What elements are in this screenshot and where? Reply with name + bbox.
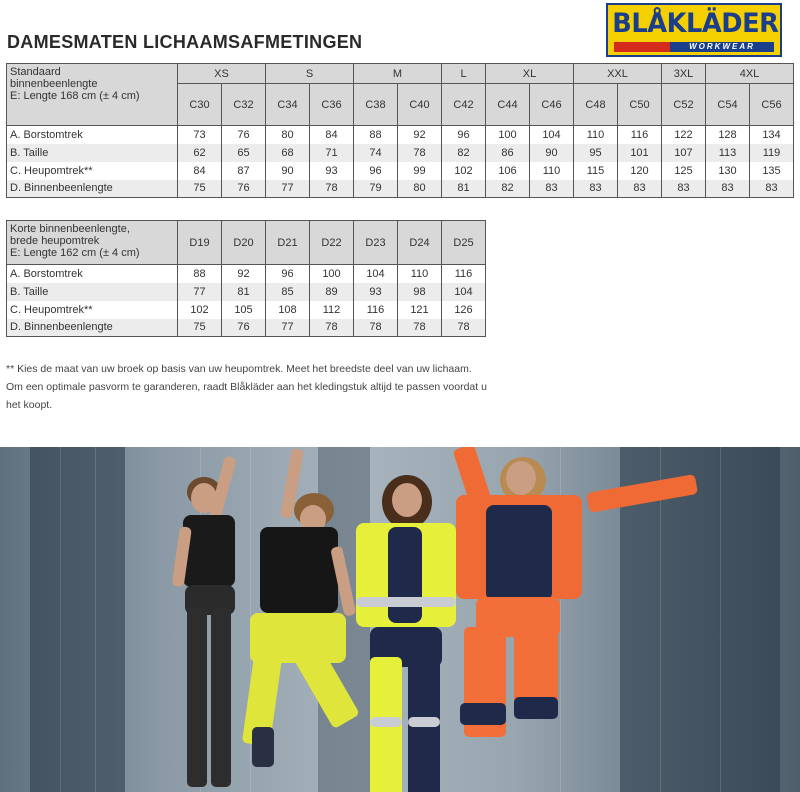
- row-label: B. Taille: [7, 144, 178, 162]
- size-group-header: 4XL: [706, 64, 794, 84]
- measurement-cell: 115: [574, 162, 618, 180]
- row-label: C. Heupomtrek**: [7, 162, 178, 180]
- header-label-line: binnenbeenlengte: [10, 78, 98, 90]
- measurement-cell: 104: [442, 283, 486, 301]
- measurement-cell: 88: [178, 265, 222, 283]
- size-code-header: C40: [398, 84, 442, 126]
- size-group-header: 3XL: [662, 64, 706, 84]
- measurement-cell: 116: [618, 126, 662, 144]
- measurement-cell: 112: [310, 301, 354, 319]
- measurement-cell: 105: [222, 301, 266, 319]
- size-group-header: XXL: [574, 64, 662, 84]
- measurement-cell: 80: [266, 126, 310, 144]
- measurement-cell: 78: [310, 319, 354, 337]
- measurement-cell: 126: [442, 301, 486, 319]
- measurement-cell: 83: [662, 180, 706, 198]
- size-code-header: D23: [354, 221, 398, 265]
- size-code-header: C54: [706, 84, 750, 126]
- table-header-label: [7, 221, 178, 265]
- size-code-header: D19: [178, 221, 222, 265]
- measurement-cell: 113: [706, 144, 750, 162]
- table-row: [7, 144, 794, 162]
- row-label: D. Binnenbeenlengte: [7, 180, 178, 198]
- measurement-cell: 78: [398, 319, 442, 337]
- table-row: [7, 301, 486, 319]
- size-code-header: D22: [310, 221, 354, 265]
- measurement-cell: 100: [310, 265, 354, 283]
- measurement-cell: 96: [442, 126, 486, 144]
- measurement-cell: 83: [574, 180, 618, 198]
- measurement-cell: 68: [266, 144, 310, 162]
- size-code-header: C52: [662, 84, 706, 126]
- wall-plank: [720, 447, 721, 792]
- measurement-cell: 73: [178, 126, 222, 144]
- header-label-line: Korte binnenbeenlengte,: [10, 223, 130, 235]
- measurement-cell: 80: [398, 180, 442, 198]
- footnote-line: ** Kies de maat van uw broek op basis van uw heupomtrek. Meet het breedste deel van uw lichaam.: [6, 363, 472, 375]
- measurement-cell: 82: [442, 144, 486, 162]
- size-code-header: D25: [442, 221, 486, 265]
- size-code-header: C36: [310, 84, 354, 126]
- measurement-cell: 76: [222, 180, 266, 198]
- measurement-cell: 106: [486, 162, 530, 180]
- size-code-header: C38: [354, 84, 398, 126]
- size-code-header: C42: [442, 84, 486, 126]
- measurement-cell: 100: [486, 126, 530, 144]
- size-code-header: D24: [398, 221, 442, 265]
- size-code-header: C30: [178, 84, 222, 126]
- row-label: A. Borstomtrek: [7, 265, 178, 283]
- measurement-cell: 125: [662, 162, 706, 180]
- measurement-cell: 88: [354, 126, 398, 144]
- measurement-cell: 81: [442, 180, 486, 198]
- size-group-header: S: [266, 64, 354, 84]
- size-code-header: C32: [222, 84, 266, 126]
- table-row: [7, 180, 794, 198]
- measurement-cell: 75: [178, 180, 222, 198]
- footnote: [6, 360, 566, 414]
- size-code-header: C48: [574, 84, 618, 126]
- measurement-cell: 104: [530, 126, 574, 144]
- measurement-cell: 95: [574, 144, 618, 162]
- measurement-cell: 110: [574, 126, 618, 144]
- measurement-cell: 96: [354, 162, 398, 180]
- logo-stripe: [614, 42, 674, 52]
- table-row: [7, 265, 486, 283]
- concrete-pillar: [30, 447, 125, 792]
- row-label: C. Heupomtrek**: [7, 301, 178, 319]
- measurement-cell: 81: [222, 283, 266, 301]
- measurement-cell: 116: [442, 265, 486, 283]
- logo-brand-text: BLÅKLÄDER: [612, 8, 779, 39]
- measurement-cell: 99: [398, 162, 442, 180]
- row-label: A. Borstomtrek: [7, 126, 178, 144]
- measurement-cell: 90: [266, 162, 310, 180]
- measurement-cell: 98: [398, 283, 442, 301]
- row-label: B. Taille: [7, 283, 178, 301]
- measurement-cell: 116: [354, 301, 398, 319]
- measurement-cell: 90: [530, 144, 574, 162]
- header-label-line: brede heupomtrek: [10, 235, 100, 247]
- measurement-cell: 104: [354, 265, 398, 283]
- measurement-cell: 110: [398, 265, 442, 283]
- measurement-cell: 93: [354, 283, 398, 301]
- workwear-photo: [0, 447, 800, 792]
- measurement-cell: 76: [222, 126, 266, 144]
- table-row: [7, 319, 486, 337]
- size-code-header: C34: [266, 84, 310, 126]
- measurement-cell: 120: [618, 162, 662, 180]
- table-header-label: [7, 64, 178, 126]
- measurement-cell: 122: [662, 126, 706, 144]
- size-code-header: C50: [618, 84, 662, 126]
- header-label-line: Standaard: [10, 66, 61, 78]
- measurement-cell: 135: [750, 162, 794, 180]
- measurement-cell: 92: [222, 265, 266, 283]
- table-row: [7, 126, 794, 144]
- header-label-line: E: Lengte 162 cm (± 4 cm): [10, 247, 140, 259]
- size-code-header: C44: [486, 84, 530, 126]
- measurement-cell: 101: [618, 144, 662, 162]
- measurement-cell: 84: [178, 162, 222, 180]
- measurement-cell: 87: [222, 162, 266, 180]
- size-code-header: C56: [750, 84, 794, 126]
- measurement-cell: 84: [310, 126, 354, 144]
- measurement-cell: 74: [354, 144, 398, 162]
- size-table-short: [6, 220, 486, 337]
- measurement-cell: 77: [178, 283, 222, 301]
- measurement-cell: 102: [178, 301, 222, 319]
- size-code-header: D21: [266, 221, 310, 265]
- measurement-cell: 75: [178, 319, 222, 337]
- measurement-cell: 86: [486, 144, 530, 162]
- measurement-cell: 78: [398, 144, 442, 162]
- measurement-cell: 130: [706, 162, 750, 180]
- page-title: DAMESMATEN LICHAAMSAFMETINGEN: [7, 32, 363, 52]
- measurement-cell: 83: [750, 180, 794, 198]
- measurement-cell: 93: [310, 162, 354, 180]
- brand-logo: [606, 3, 782, 57]
- measurement-cell: 89: [310, 283, 354, 301]
- wall-plank: [95, 447, 96, 792]
- measurement-cell: 77: [266, 180, 310, 198]
- table-row: [7, 283, 486, 301]
- footnote-line: het koopt.: [6, 399, 53, 411]
- measurement-cell: 107: [662, 144, 706, 162]
- measurement-cell: 92: [398, 126, 442, 144]
- logo-sub-text: WORKWEAR: [670, 42, 774, 52]
- size-group-header: XS: [178, 64, 266, 84]
- measurement-cell: 119: [750, 144, 794, 162]
- footnote-line: Om een optimale pasvorm te garanderen, raadt Blåkläder aan het kledingstuk altijd te passen voordat u: [6, 381, 487, 393]
- size-group-header: L: [442, 64, 486, 84]
- measurement-cell: 121: [398, 301, 442, 319]
- size-group-header: M: [354, 64, 442, 84]
- measurement-cell: 83: [706, 180, 750, 198]
- measurement-cell: 71: [310, 144, 354, 162]
- measurement-cell: 78: [310, 180, 354, 198]
- measurement-cell: 83: [618, 180, 662, 198]
- table-row: [7, 162, 794, 180]
- measurement-cell: 108: [266, 301, 310, 319]
- measurement-cell: 128: [706, 126, 750, 144]
- header-label-line: E: Lengte 168 cm (± 4 cm): [10, 90, 140, 102]
- size-table-standard: [6, 63, 794, 198]
- size-code-header: D20: [222, 221, 266, 265]
- measurement-cell: 110: [530, 162, 574, 180]
- size-group-header: XL: [486, 64, 574, 84]
- measurement-cell: 83: [530, 180, 574, 198]
- measurement-cell: 79: [354, 180, 398, 198]
- measurement-cell: 62: [178, 144, 222, 162]
- size-code-header: C46: [530, 84, 574, 126]
- measurement-cell: 76: [222, 319, 266, 337]
- measurement-cell: 82: [486, 180, 530, 198]
- wall-plank: [60, 447, 61, 792]
- row-label: D. Binnenbeenlengte: [7, 319, 178, 337]
- measurement-cell: 102: [442, 162, 486, 180]
- measurement-cell: 78: [354, 319, 398, 337]
- measurement-cell: 96: [266, 265, 310, 283]
- measurement-cell: 77: [266, 319, 310, 337]
- measurement-cell: 65: [222, 144, 266, 162]
- measurement-cell: 134: [750, 126, 794, 144]
- measurement-cell: 78: [442, 319, 486, 337]
- measurement-cell: 85: [266, 283, 310, 301]
